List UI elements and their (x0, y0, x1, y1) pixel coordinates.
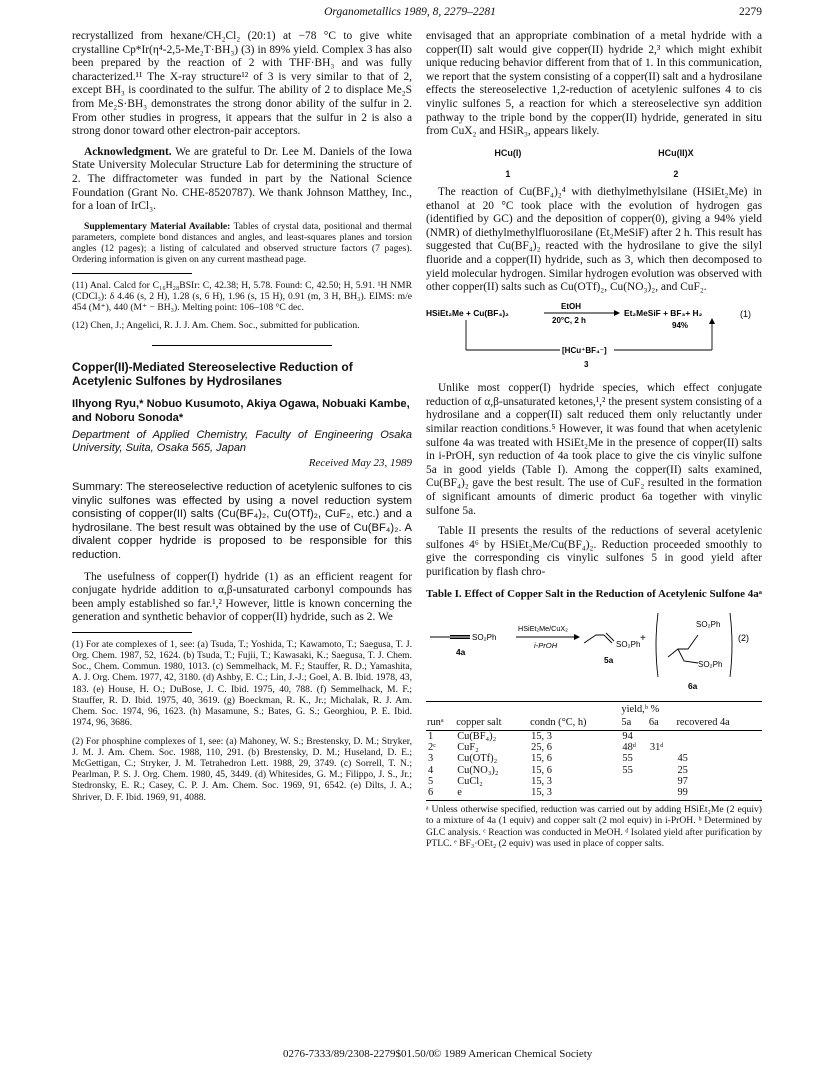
body-paragraph: The usefulness of copper(I) hydride (1) as an efficient reagent for conjugate hydride addition to α,β-unsaturated carbonyl compounds has been amply established so far.¹,² However, little is known concerning the generation and synthetic behavior of copper(II) hydride, such as 2. We (72, 570, 412, 624)
vinyl-bond (604, 635, 612, 643)
table-cell: 5 (428, 775, 434, 787)
eq-solvent: EtOH (561, 301, 581, 311)
table-cell: 31ᵈ (649, 742, 664, 754)
table-cell: 15, 6 (531, 753, 552, 765)
solvent-label: i-PrOH (534, 640, 558, 650)
reaction-arrow-head (574, 634, 580, 640)
table-cell: 94 (622, 731, 633, 742)
eq-path-arrow-head (709, 318, 715, 324)
table-cell: 55 (622, 753, 633, 765)
footnote-divider (72, 273, 192, 274)
table-cell: Cu(BF₄)₂ (457, 731, 497, 742)
table-footnotes: ᵃ Unless otherwise specified, reduction was carried out by adding HSiEt₂Me (2 equiv) to a mixture of 4a (1 equiv) and copper salt (2 mol equiv) in i-PrOH. ᵇ Determined by GLC analysis. ᶜ Reaction was conducted in MeOH. ᵈ Isolated yield after purification by PTLC. ᵉ BF₃·OEt₂ (2 equiv) was used in place of copper salts. (426, 804, 762, 849)
hydride-1: HCu(I) 1 (494, 147, 522, 180)
table-row (426, 776, 762, 787)
table-cell (620, 776, 648, 787)
table-header-row (426, 716, 762, 731)
reaction-scheme (426, 605, 762, 697)
col-recovered: recovered 4a (675, 716, 762, 731)
footnote-divider-2 (72, 632, 192, 633)
table-cell (648, 765, 676, 776)
right-paragraph-3: Unlike most copper(I) hydride species, which effect conjugate reduction of α,β-unsaturated ketones,¹,² the present system consisting of a hydrosilane and a copper(II) salt reduced them only reluctantly under similar reaction conditions.⁵ However, it was found that when acetylenic sulfone 4a was treated with HSiEt₂Me in the presence of copper(II) salts in i-PrOH, syn reduction of 4a took place to give the cis vinylic sulfone 5a in good yields (Table I). Among the copper(II) salts examined, Cu(BF₄)₂ gave the best result. The use of CuF₂ resulted in the formation of significant amounts of dimeric product 6a together with vinylic sulfone 5a. (426, 382, 762, 517)
hydride-2: HCu(II)X 2 (658, 147, 694, 180)
running-header (0, 6, 820, 22)
table-cell: 48ᵈ (622, 742, 636, 754)
table-row (426, 787, 762, 801)
table-cell: 99 (675, 787, 762, 801)
equation-1-graphic (426, 302, 762, 372)
product-so2ph: SO₂Ph (616, 639, 641, 649)
footnote-12: (12) Chen, J.; Angelici, R. J. J. Am. Chem. Soc., submitted for publication. (72, 320, 360, 332)
received-date: Received May 23, 1989 (308, 457, 412, 470)
eq-intermediate: [HCu⁺BF₄⁻] (562, 345, 607, 355)
reaction-scheme-graphic (426, 605, 762, 697)
table-cell (648, 787, 676, 801)
table-cell: 6 (426, 787, 455, 801)
table-cell: Cu(OTf)₂ (457, 753, 498, 765)
col-condn: condn (°C, h) (529, 716, 620, 731)
dimer-chain-lower (678, 649, 698, 663)
right-paragraph-1: envisaged that an appropriate combination of a metal hydride with a copper(II) salt would give copper(II) hydride 2,³ which might exhibit unique reducing behavior different from that of 1. In this communication, we report that the system consisting of a copper(II) salt and a hydrosilane effects the stereoselective 1,2-reduction of acetylenic sulfones 4 to cis vinylic sulfones 5, a reaction for which a stereoselective syn addition pathway to the triple bond by the copper(II) hydride, generated in situ from CuX₂ and HSiR₃, appears likely. (426, 30, 762, 138)
supplementary-material (72, 221, 412, 266)
table-cell: 25, 6 (531, 742, 552, 754)
eq-products: Et₂MeSiF + BF₃+ H₂ (624, 307, 703, 318)
label-5a: 5a (604, 654, 614, 665)
table-cell: 45 (677, 753, 688, 765)
table-cell (648, 776, 676, 787)
bracket-open (656, 613, 658, 677)
right-column (426, 30, 762, 856)
dimer-so2ph-bottom: SO₂Ph (698, 659, 723, 669)
table-cell (648, 731, 676, 743)
article-title: Copper(II)-Mediated Stereoselective Reduction of Acetylenic Sulfones by Hydrosilanes (72, 360, 353, 389)
page-number: 2279 (739, 6, 762, 18)
col-5a: 5a (620, 716, 648, 731)
table-row (426, 742, 762, 753)
table-cell (675, 742, 762, 753)
results-table (426, 701, 762, 802)
table-body (426, 731, 762, 801)
continued-paragraph: recrystallized from hexane/CH₂Cl₂ (20:1) at −78 °C to give white crystalline Cp*Ir(η⁴-2,5-Me₂T·BH₃) (3) in 89% yield. Complex 3 has also been prepared by the reaction of 2 with THF·BH₃ and was fully characterized.¹¹ The X-ray structure¹² of 3 is very similar to that of 2, except BH₃ is coordinated to the sulfur. The ability of 2 to displace Me₂S from Me₂S·BH₃ demonstrates the strong donor ability of the sulfur in 2. From other studies in progress, it appears that the sulfur in 2 is also a strong donor toward other electron-pair acceptors. (72, 30, 412, 138)
table-cell: 2ᶜ (428, 742, 436, 754)
label-4a: 4a (456, 646, 466, 657)
table-title: Table I. Effect of Copper Salt in the Reduction of Acetylenic Sulfone 4aᵃ (426, 587, 762, 600)
author-affiliation: Department of Applied Chemistry, Faculty of Engineering Osaka University, Suita, Osaka 565, Japan (72, 429, 412, 455)
table-group-header (426, 701, 762, 716)
table-cell: 55 (622, 764, 633, 776)
dimer-so2ph-top: SO₂Ph (696, 619, 721, 629)
copyright: © 1989 American Chemical Society (433, 1048, 593, 1060)
table-cell: Cu(NO₃)₂ (457, 764, 499, 776)
left-column (72, 30, 412, 810)
table-cell: CuCl₂ (457, 775, 483, 787)
table-cell: 15, 3 (531, 731, 552, 742)
eq-reactants: HSiEt₂Me + Cu(BF₄)₂ (426, 307, 509, 318)
equation-1 (426, 302, 762, 377)
plus-sign: + (640, 632, 646, 644)
table-cell: 1 (428, 731, 434, 742)
hydride-structures (426, 147, 762, 182)
dimer-chain-upper (668, 635, 698, 657)
eq-conditions: 20°C, 2 h (552, 315, 586, 325)
table-cell: 15, 6 (531, 764, 552, 776)
table-cell: 97 (677, 775, 688, 787)
table-row (426, 753, 762, 764)
table-cell: e (455, 787, 529, 801)
table-row (426, 765, 762, 776)
table-cell (620, 787, 648, 801)
reactant-so2ph: SO₂Ph (472, 632, 497, 642)
table-cell (648, 753, 676, 764)
article-code: 0276-7333/89/2308-2279$01.50/0 (283, 1048, 435, 1060)
footnote-11: (11) Anal. Calcd for C₁₆H₂₈BSIr: C, 42.38; H, 5.78. Found: C, 42.50; H, 5.91. ¹H NMR (CDCl₃): δ 4.46 (s, 2 H), 1.28 (s, 6 H), 1.96 (s, 15 H), 0.91 (m, 3 H, BH₃). EIMS: m/e 454 (M⁺), 440 (M⁺ − BH₃). Melting point: 106–108 °C dec. (72, 279, 412, 313)
eq-yield: 94% (672, 320, 689, 330)
acknowledgment-text: We are grateful to Dr. Lee M. Daniels of the Iowa State University Molecular Structure Lab for determining the structure of 2. The diffractometer was funded in part by the National Science Foundation (Grant No. CHE-8520787). We thank Johnson Matthey, Inc., for a loan of IrCl₃. (72, 145, 412, 213)
right-paragraph-4: Table II presents the results of the reductions of several acetylenic sulfones 4⁶ by HSiEt₂Me/Cu(BF₄)₂. Reduction proceeded smoothly to give the corresponding cis vinylic sulfones 5 in good yield after purification by flash chro- (426, 525, 762, 578)
col-run: runᵃ (426, 716, 455, 731)
footnote-1: (1) For ate complexes of 1, see: (a) Tsuda, T.; Yoshida, T.; Kawamoto, T.; Saegusa, T. J. Org. Chem. 1987, 52, 1624. (b) Tsuda, T.; Fujii, T.; Kawasaki, K.; Saegusa, T. J. Chem. Soc., Chem. Commun. 1980, 1013. (c) Semmelhack, M. F.; Stauffer, R. D.; Yamashita, A. J. Org. Chem. 1977, 42, 3180. (d) Ashby, E. C.; Lin, J.-J.; Goel, A. B. Ibid. 1978, 43, 183. (e) House, H. O.; DuBose, J. C. Ibid. 1975, 40, 788. (f) Semmelhack, M. F.; Stauffer, R. D. Ibid. 1975, 40, 3619. (g) Boeckman, R. K., Jr.; Michalak, R. J. Am. Chem. Soc. 1974, 96, 1623. (h) Masamune, S.; Bates, G. S.; Georghiou, P. E. Ibid. 1974, 96, 3686. (72, 638, 412, 729)
table-cell: 15, 3 (529, 787, 620, 801)
reagent-label: HSiEt₂Me/CuX₂ (518, 623, 568, 633)
eq-number: (1) (740, 308, 751, 319)
vinyl-double-bond (606, 633, 614, 641)
acknowledgment (72, 146, 412, 214)
supplementary-text: Tables of crystal data, positional and thermal parameters, complete bond distances and angles, and least-squares planes and torsion angles (12 pages); a listing of calculated and observed structure factors (7 pages). Ordering information is given on any current masthead page. (72, 220, 412, 266)
article-divider (152, 345, 332, 346)
table-cell: CuF₂ (457, 742, 479, 754)
bracket-close (730, 613, 732, 677)
label-6a: 6a (688, 680, 698, 691)
table-cell (675, 731, 762, 743)
col-6a: 6a (648, 716, 676, 731)
eq-arrow-head (614, 310, 620, 316)
reaction-number: (2) (738, 632, 749, 643)
vinyl-chain (584, 635, 604, 643)
table-row (426, 731, 762, 743)
article-summary: Summary: The stereoselective reduction of acetylenic sulfones to cis vinylic sulfones was effected by using a novel reduction system consisting of copper(II) salts (Cu(BF₄)₂, Cu(OTf)₂, CuF₂, etc.) and a hydrosilane. The best result was obtained by the use of Cu(BF₄)₂. A divalent copper hydride is proposed to be responsible for this reduction. (72, 480, 412, 561)
supplementary-heading: Supplementary Material Available: (84, 220, 231, 232)
footnote-2: (2) For phosphine complexes of 1, see: (a) Mahoney, W. S.; Brestensky, D. M.; Stryker, J. M. J. Am. Chem. Soc. 1988, 110, 291. (b) Brestensky, D. M.; Huseland, D. E.; McGettigan, C.; Stryker, J. M. Tetrahedron Lett. 1988, 29, 3749. (c) Sorrell, T. N.; Pearlman, P. S. J. Org. Chem. 1980, 45, 3449. (d) Whitesides, G. M.; Filippo, J. S., Jr.; Stedronsky, E. R.; Casey, C. P. J. Am. Chem. Soc. 1969, 91, 6542. (e) Dilts, J. A.; Shriver, D. F. Ibid. 1969, 91, 4088. (72, 735, 412, 803)
yield-header: yield,ᵇ % (620, 701, 762, 716)
table-cell: 3 (428, 753, 434, 765)
article-authors: Ilhyong Ryu,* Nobuo Kusumoto, Akiya Ogawa, Nobuaki Kambe, and Noboru Sonoda* (72, 398, 410, 424)
table-cell: 15, 3 (531, 775, 552, 787)
col-copper-salt: copper salt (455, 716, 529, 731)
eq-intermediate-number: 3 (584, 359, 589, 369)
table-cell: 25 (677, 764, 688, 776)
right-paragraph-2: The reaction of Cu(BF₄)₂⁴ with diethylmethylsilane (HSiEt₂Me) in ethanol at 20 °C took place with the evolution of hydrogen gas (identified by GC) and the deposition of copper(0), giving a 94% yield (NMR) of diethylmethylfluorosilane (Et₂MeSiF) after 2 h. This result has suggested that Cu(BF₄)₂ reacted with the hydrosilane to give the silyl fluoride and a copper(II) hydride, such as 3, which then decomposed to yield molecular hydrogen. Similar hydrogen evolution was observed with other copper(II) salts such as Cu(OTf)₂, Cu(NO₃)₂, and CuF₂. (426, 185, 762, 294)
acknowledgment-heading: Acknowledgment. (84, 145, 172, 158)
table-cell: 4 (428, 764, 434, 776)
journal-citation: Organometallics 1989, 8, 2279–2281 (324, 6, 496, 18)
